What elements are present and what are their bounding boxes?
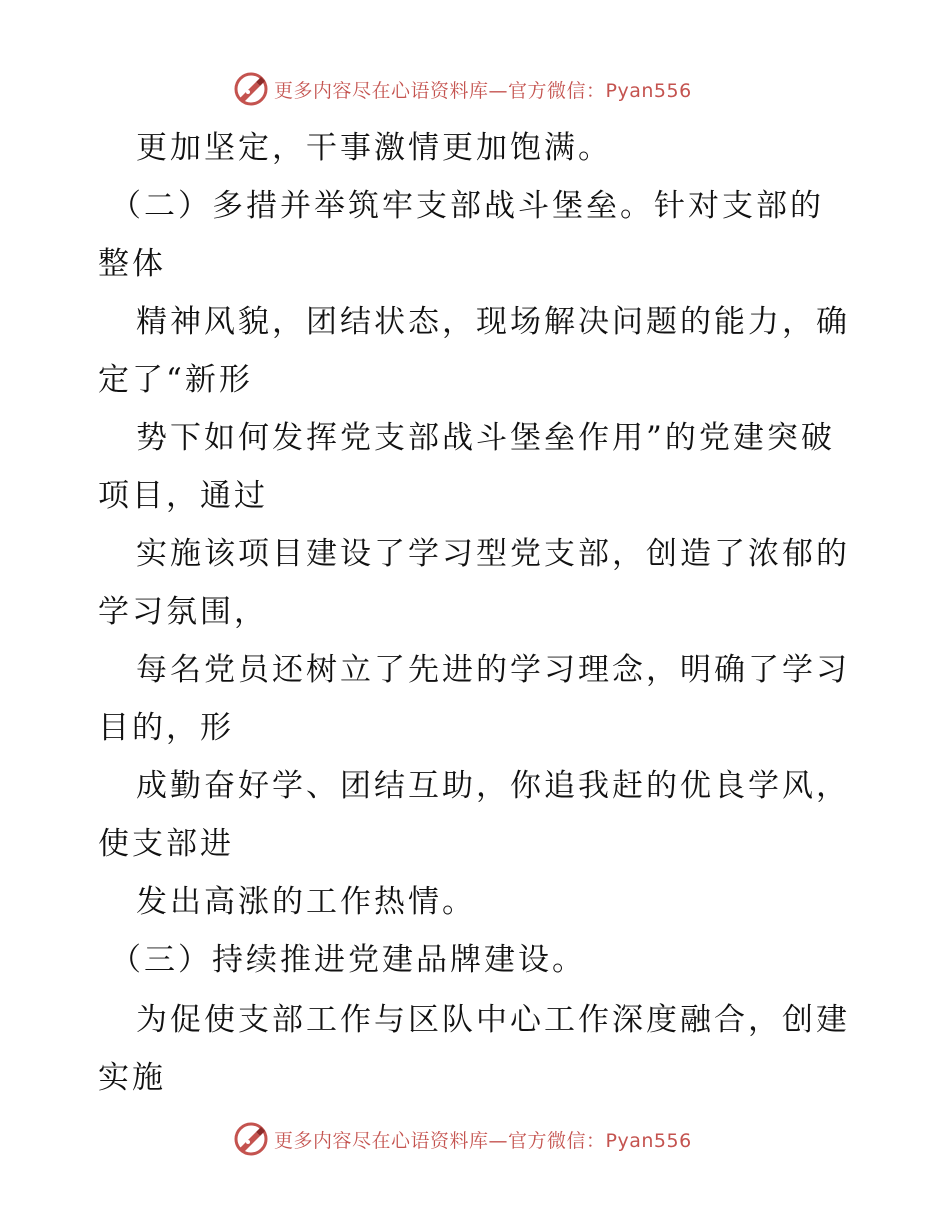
text-line: 定了“新形 <box>98 362 253 398</box>
text-line: （三）持续推进党建品牌建设。 <box>110 942 586 978</box>
text-line: 项目，通过 <box>98 478 268 514</box>
text-line: 每名党员还树立了先进的学习理念，明确了学习 <box>136 652 850 688</box>
watermark-text: 更多内容尽在心语资料库—官方微信：Pyan556 <box>274 79 692 102</box>
text-line: 目的，形 <box>98 710 234 746</box>
text-line: 使支部进 <box>98 826 234 862</box>
pen-logo-icon <box>234 1122 268 1156</box>
text-line: 精神风貌，团结状态，现场解决问题的能力，确 <box>136 304 850 340</box>
text-line: 成勤奋好学、团结互助，你追我赶的优良学风， <box>136 768 850 804</box>
header-watermark <box>234 72 714 106</box>
text-line: （二）多措并举筑牢支部战斗堡垒。针对支部的 <box>110 188 824 224</box>
text-line: 发出高涨的工作热情。 <box>136 884 476 920</box>
footer-watermark <box>234 1122 714 1156</box>
pen-logo-icon <box>234 72 268 106</box>
text-line: 势下如何发挥党支部战斗堡垒作用”的党建突破 <box>136 420 835 456</box>
text-line: 学习氛围， <box>98 594 268 630</box>
text-line: 更加坚定，干事激情更加饱满。 <box>136 130 612 166</box>
text-line: 整体 <box>98 246 166 282</box>
text-line: 为促使支部工作与区队中心工作深度融合，创建 <box>136 1002 850 1038</box>
text-line: 实施该项目建设了学习型党支部，创造了浓郁的 <box>136 536 850 572</box>
watermark-text: 更多内容尽在心语资料库—官方微信：Pyan556 <box>274 1129 692 1152</box>
text-line: 实施 <box>98 1060 166 1096</box>
